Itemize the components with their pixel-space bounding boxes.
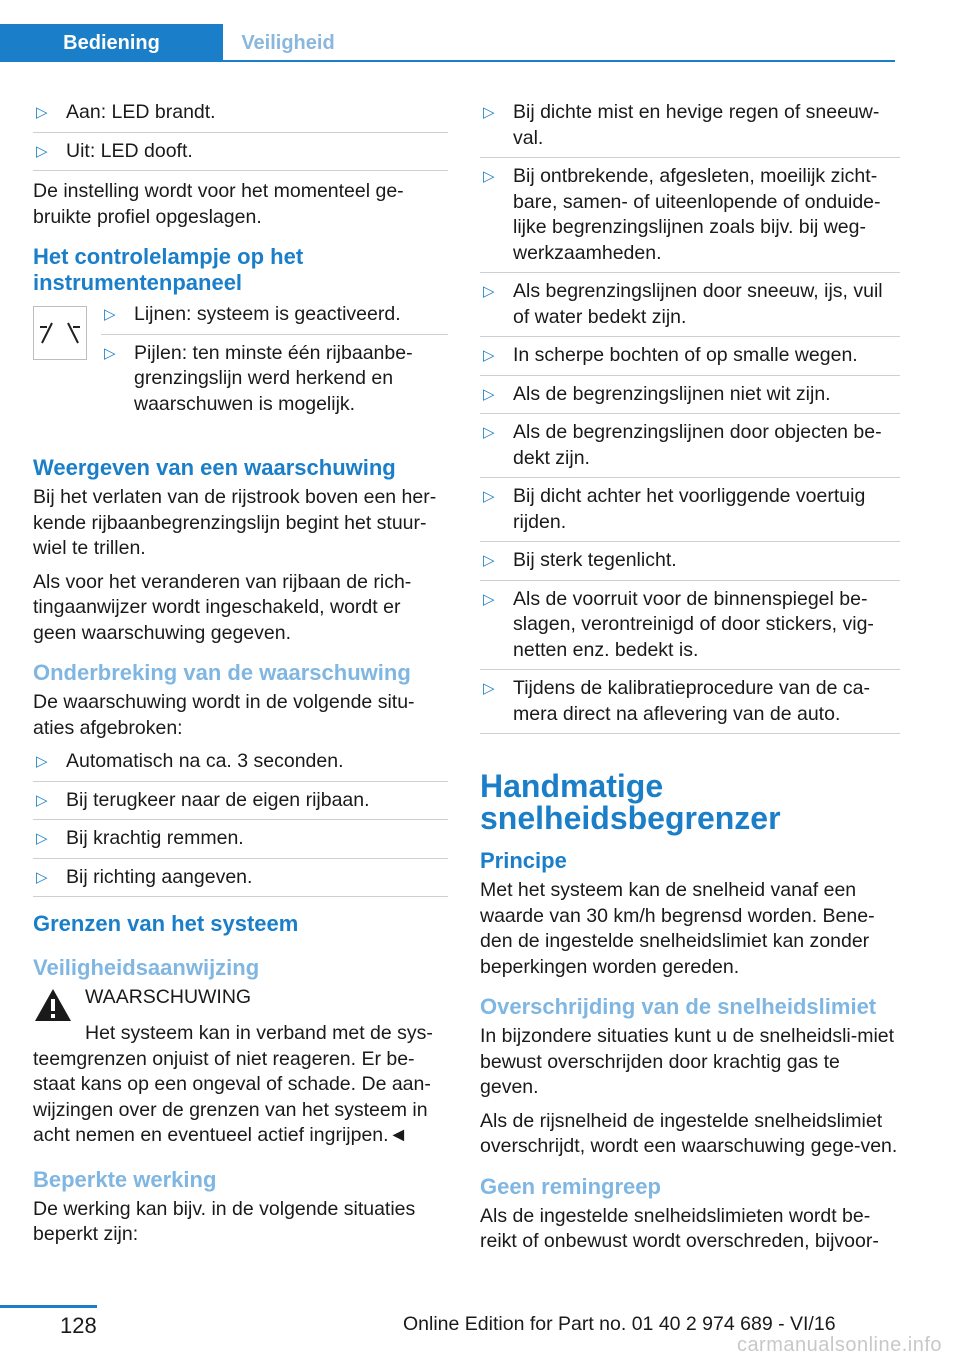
list-item: ▷ Aan: LED brandt.	[33, 100, 448, 133]
triangle-bullet-icon: ▷	[483, 347, 495, 364]
triangle-bullet-icon: ▷	[104, 344, 116, 362]
lamp-heading: Het controlelampje op het instrumentenpaneel	[33, 244, 304, 295]
warning-display-heading: Weergeven van een waarschuwing	[33, 455, 396, 480]
limits-heading: Grenzen van het systeem	[33, 911, 299, 936]
list-item: ▷ Bij dicht achter het voorliggende voertuig rijden.	[480, 484, 900, 542]
left-column	[33, 100, 448, 1256]
list-item: ▷ Bij terugkeer naar de eigen rijbaan.	[33, 788, 448, 821]
tab-veiligheid[interactable]: Veiligheid	[241, 31, 335, 54]
triangle-bullet-icon: ▷	[483, 590, 495, 608]
lamp-list	[101, 302, 448, 429]
triangle-bullet-icon: ▷	[104, 306, 116, 323]
exceed-p1: In bijzondere situaties kunt u de snelheidsli-miet bewust overschrijden door krachtig gas te geven.	[480, 1025, 895, 1098]
exceed-p2: Als de rijsnelheid de ingestelde snelheidslimiet overschrijdt, wordt een waarschuwing gege-ven.	[480, 1109, 898, 1157]
triangle-bullet-icon: ▷	[36, 868, 48, 886]
triangle-bullet-icon: ▷	[483, 680, 495, 697]
list-item: ▷ Bij richting aangeven.	[33, 865, 448, 898]
page-number: 128	[60, 1313, 97, 1338]
warning-block	[33, 985, 448, 1023]
warning-text: Het systeem kan in verband met de sys-teemgrenzen onjuist of niet reageren. Er be-staat kans op een ongeval of schade. De aan-wijzingen over de grenzen van het systeem in acht nemen en eventueel actief ingrijpen.◄	[33, 1022, 433, 1146]
exceed-heading: Overschrijding van de snelheidslimiet	[480, 994, 877, 1019]
list-item: ▷ Automatisch na ca. 3 seconden.	[33, 749, 448, 782]
triangle-bullet-icon: ▷	[483, 424, 495, 441]
triangle-bullet-icon: ▷	[483, 168, 495, 185]
led-list	[33, 100, 448, 171]
list-item: ▷ Pijlen: ten minste één rijbaanbe-grenzingslijn werd herkend en waarschuwen is mogelijk.	[104, 341, 413, 415]
principle-heading: Principe	[480, 848, 567, 873]
safety-heading: Veiligheidsaanwijzing	[33, 955, 260, 980]
list-item: ▷ Tijdens de kalibratieprocedure van de ca-mera direct na aflevering van de auto.	[480, 676, 900, 734]
limited-heading: Beperkte werking	[33, 1166, 217, 1192]
triangle-bullet-icon: ▷	[483, 104, 495, 121]
limits-list	[480, 100, 900, 734]
warning-triangle-icon	[33, 987, 73, 1023]
triangle-bullet-icon: ▷	[483, 488, 495, 505]
edition-footer: Online Edition for Part no. 01 40 2 974 689 - VI/16	[403, 1313, 836, 1335]
list-item: ▷ Als de voorruit voor de binnenspiegel be-slagen, verontreinigd of door stickers, vig-netten enz. bedekt is.	[480, 587, 900, 671]
warning-display-p1: Bij het verlaten van de rijstrook boven een her-kende rijbaanbegrenzingslijn begint het stuur-wiel te trillen.	[33, 486, 437, 559]
tab-bediening[interactable]: Bediening	[0, 24, 223, 62]
list-item: ▷ Bij ontbrekende, afgesleten, moeilijk zicht-bare, samen- of uiteenlopende of onduide-lijke begrenzingslijnen zoals bijv. bij weg-werkzaamheden.	[480, 164, 900, 273]
led-note: De instelling wordt voor het momenteel ge-bruikte profiel opgeslagen.	[33, 180, 404, 228]
page-number-rule	[0, 1305, 97, 1308]
triangle-bullet-icon: ▷	[36, 791, 48, 809]
interrupt-list	[33, 749, 448, 897]
header-divider	[0, 60, 895, 62]
section-title: Handmatige snelheidsbegrenzer	[480, 768, 781, 836]
list-item: ▷ Uit: LED dooft.	[33, 139, 448, 172]
triangle-bullet-icon: ▷	[36, 830, 48, 847]
right-column	[480, 100, 900, 1263]
principle-text: Met het systeem kan de snelheid vanaf een waarde van 30 km/h begrensd worden. Bene-den de ingestelde snelheidslimiet kan zonder beperkingen worden gereden.	[480, 879, 875, 978]
lamp-block	[33, 302, 448, 437]
brake-text: Als de ingestelde snelheidslimieten wordt be-reikt of onbewust wordt overschreden, bijvoor-	[480, 1204, 879, 1252]
list-item: ▷ Als begrenzingslijnen door sneeuw, ijs, vuil of water bedekt zijn.	[480, 279, 900, 337]
list-item: ▷ Bij sterk tegenlicht.	[480, 548, 900, 581]
header-bar	[0, 0, 895, 62]
limited-intro: De werking kan bijv. in de volgende situaties beperkt zijn:	[33, 1197, 416, 1245]
interrupt-heading: Onderbreking van de waarschuwing	[33, 660, 411, 685]
brake-heading: Geen remingreep	[480, 1173, 661, 1199]
triangle-bullet-icon: ▷	[483, 552, 495, 569]
list-item: ▷ Bij dichte mist en hevige regen of sneeuw-val.	[480, 100, 900, 158]
lane-departure-indicator-icon	[33, 306, 87, 360]
triangle-bullet-icon: ▷	[36, 753, 48, 770]
list-item: ▷ Als de begrenzingslijnen door objecten be-dekt zijn.	[480, 420, 900, 478]
watermark: carmanualsonline.info	[736, 1334, 942, 1356]
list-item: ▷ In scherpe bochten of op smalle wegen.	[480, 343, 900, 376]
triangle-bullet-icon: ▷	[36, 104, 48, 121]
list-item: ▷ Bij krachtig remmen.	[33, 826, 448, 859]
warning-label: WAARSCHUWING	[85, 986, 252, 1008]
list-item: ▷ Als de begrenzingslijnen niet wit zijn.	[480, 382, 900, 415]
list-item: ▷ Lijnen: systeem is geactiveerd.	[101, 302, 448, 335]
interrupt-intro: De waarschuwing wordt in de volgende situ-aties afgebroken:	[33, 691, 415, 739]
triangle-bullet-icon: ▷	[483, 385, 495, 403]
warning-display-p2: Als voor het veranderen van rijbaan de rich-tingaanwijzer wordt ingeschakeld, wordt er geen waarschuwing gegeven.	[33, 570, 412, 644]
triangle-bullet-icon: ▷	[36, 142, 48, 160]
triangle-bullet-icon: ▷	[483, 283, 495, 300]
